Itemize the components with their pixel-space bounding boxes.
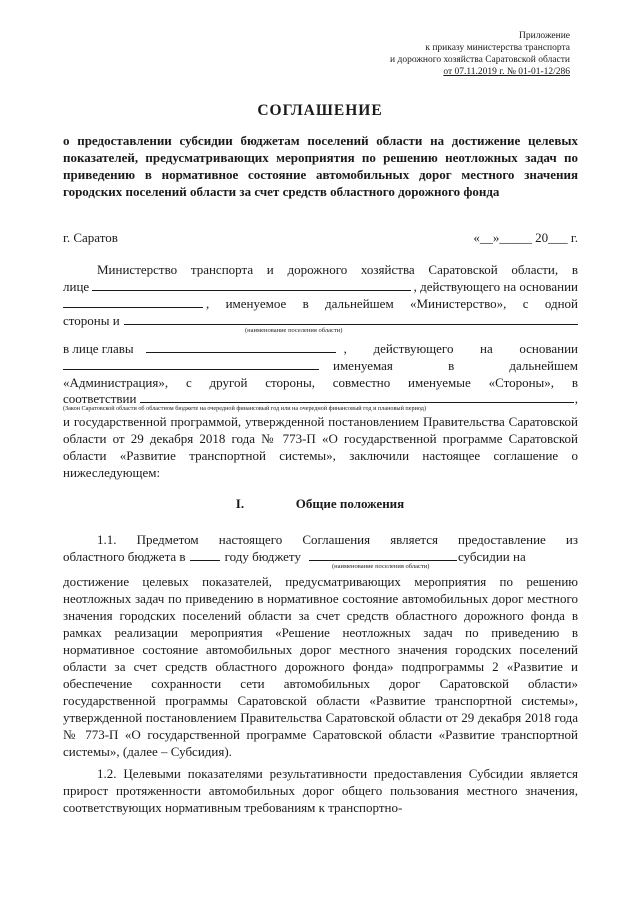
blank-line — [190, 548, 220, 561]
party-line — [63, 340, 578, 357]
appendix-line: Приложение — [519, 31, 570, 41]
field-caption: (наименование поселения области) — [245, 327, 343, 334]
section-number: I. — [235, 496, 245, 511]
appendix-line: и дорожного хозяйства Саратовской области — [390, 55, 570, 65]
party-line: Министерство транспорта и дорожного хозяйства Саратовской области, в — [97, 262, 578, 277]
blank-line — [63, 357, 319, 370]
blank-line — [140, 390, 573, 403]
blank-line — [63, 295, 203, 308]
blank-line — [124, 312, 578, 325]
party-text: стороны и — [63, 313, 120, 328]
clause-text: году бюджету — [224, 549, 301, 564]
party-line — [63, 295, 578, 312]
appendix-header — [270, 30, 570, 78]
party-line — [63, 357, 578, 374]
place-date-row — [63, 229, 578, 246]
date-template: «__»_____ 20___ г. — [473, 230, 578, 245]
party-line: «Администрация», с другой стороны, совместно именуемые «Стороны», в — [63, 375, 578, 390]
section-heading — [0, 496, 640, 512]
clause-paragraph: 1.2. Целевыми показателями результативности предоставления Субсидии является прирост протяженности автомобильных дорог общего пользования местного значения, соответствующих нормативным требованиям к транспортно- — [63, 766, 578, 815]
party-text: в лице главы — [63, 341, 134, 356]
party-text: лице — [63, 279, 90, 294]
clause-paragraph: достижение целевых показателей, предусматривающих мероприятия по решению неотложных задач по приведению в нормативное состояние автомобильных дорог местного значения городских поселений области за счет средств областного дорожного фонда в рамках реализации мероприятия «Решение неотложных задач по приведению в нормативное состояние автомобильных дорог местного значения городских поселений области за счет средств областного дорожного фонда» подпрограммы 2 «Развитие и обеспечение сохранности сети автомобильных дорог Саратовской области» государственной программы Саратовской области «Развитие транспортной системы», утвержденной постановлением Правительства Саратовской области от 29 декабря 2018 года № 773-П «О государственной программе Саратовской области «Развитие транспортной системы», (далее – Субсидия). — [63, 574, 578, 759]
party-line — [63, 278, 578, 295]
blank-line — [146, 340, 336, 353]
party-line: соответствии , — [63, 391, 578, 406]
document-title: СОГЛАШЕНИЕ — [257, 102, 383, 119]
section-title: Общие положения — [295, 496, 405, 511]
place: г. Саратов — [63, 230, 118, 245]
party-text: , именуемое в дальнейшем «Министерство», с одной — [206, 296, 578, 311]
clause-text: субсидии на — [457, 549, 526, 564]
party-text: , действующего на основании — [413, 279, 578, 294]
blank-line — [92, 278, 410, 291]
document-subject: о предоставлении субсидии бюджетам поселений области на достижение целевых показателей, предусматривающих мероприятия по решению неотложных задач по приведению в нормативное состояние автомобильных дорог местного значения городских поселений области за счет средств областного дорожного фонда — [63, 133, 578, 199]
party-text: именуемая в дальнейшем — [333, 358, 578, 373]
clause-text: областного бюджета в — [63, 549, 186, 564]
party-paragraph: и государственной программой, утвержденной постановлением Правительства Саратовской области от 29 декабря 2018 года № 773-П «О государственной программе Саратовской области «Развитие транспортной системы», заключили настоящее соглашение о нижеследующем: — [63, 414, 578, 480]
clause-line: 1.1. Предметом настоящего Соглашения является предоставление из — [97, 532, 578, 547]
clause-line — [63, 548, 578, 565]
blank-line — [309, 548, 457, 561]
party-text: соответствии — [63, 391, 137, 406]
field-caption: (Закон Саратовской области об областном бюджете на очередной финансовый год или на очередной финансовый год и плановый период) — [63, 405, 427, 412]
appendix-line: к приказу министерства транспорта — [425, 43, 570, 53]
appendix-order-number: от 07.11.2019 г. № 01-01-12/286 — [443, 67, 570, 77]
party-text: , действующего на основании — [343, 341, 578, 356]
field-caption: (наименование поселения области) — [332, 563, 430, 570]
